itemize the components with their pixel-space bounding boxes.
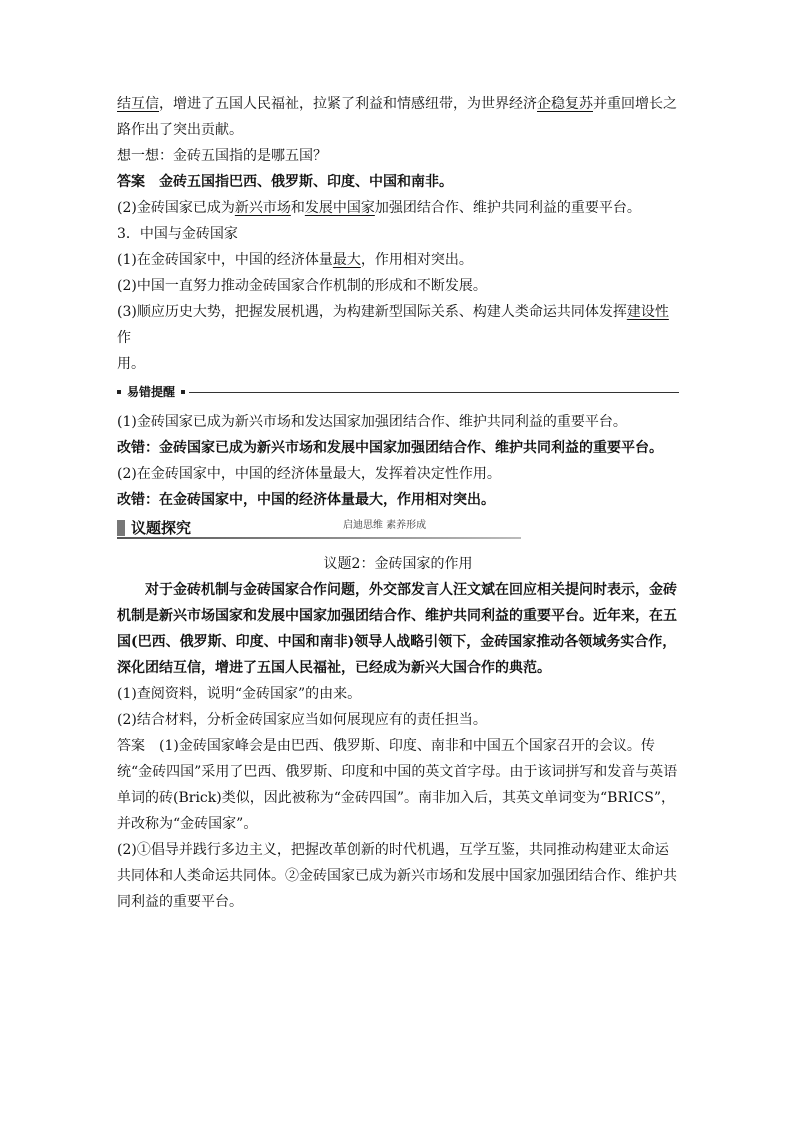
error-item-2: (2)在金砖国家中，中国的经济体量最大，发挥着决定性作用。	[117, 466, 501, 482]
underlined-term: 发展中国家	[304, 200, 375, 216]
answer-label: 答案	[117, 174, 145, 190]
correction-2: 改错：在金砖国家中，中国的经济体量最大，作用相对突出。	[117, 492, 495, 508]
underlined-term: 建设性	[626, 304, 669, 320]
answer-line: 答案 金砖五国指巴西、俄罗斯、印度、中国和南非。	[117, 169, 679, 195]
topic-section-subtitle: 启迪思维 素养形成	[343, 520, 427, 531]
answer-label: 答案	[117, 738, 145, 754]
answer-1: 答案 (1)金砖国家峰会是由巴西、俄罗斯、印度、南非和中国五个国家召开的会议。传统“金砖四国”采用了巴西、俄罗斯、印度和中国的英文首字母。由于该词拼写和发音与英语单词的砖(Brick)类似，因此被称为“金砖四国”。南非加入后，其英文单词变为“BRICS”，并改称为“金砖国家”。	[117, 733, 679, 837]
question-2: (2)结合材料，分析金砖国家应当如何展现应有的责任担当。	[117, 712, 487, 728]
square-bullet-icon	[117, 390, 121, 394]
point-3-1: (1)在金砖国家中，中国的经济体量最大，作用相对突出。	[117, 252, 473, 268]
question-1: (1)查阅资料，说明“金砖国家”的由来。	[117, 686, 362, 702]
point-3-2: (2)中国一直努力推动金砖国家合作机制的形成和不断发展。	[117, 278, 487, 294]
divider-line	[189, 392, 679, 393]
error-section-header	[117, 383, 679, 401]
topic-section-title: 议题探究	[131, 519, 192, 537]
paragraph-continuation: 结互信，增进了五国人民福祉，拉紧了利益和情感纽带，为世界经济企稳复苏并重回增长之 路作出了突出贡献。	[117, 96, 677, 138]
topic-material: 对于金砖机制与金砖国家合作问题，外交部发言人汪文斌在回应相关提问时表示，金砖机制是新兴市场国家和发展中国家加强团结合作、维护共同利益的重要平台。近年来，在五国(巴西、俄罗斯、印度、中国和南非)领导人战略引领下，金砖国家推动各领域务实合作，深化团结互信，增进了五国人民福祉，已经成为新兴大国合作的典范。	[117, 582, 677, 676]
banner-underline	[117, 537, 521, 539]
square-bullet-icon	[181, 390, 185, 394]
error-section-title: 易错提醒	[127, 385, 176, 399]
point-2: (2)金砖国家已成为新兴市场和发展中国家加强团结合作、维护共同利益的重要平台。	[117, 200, 641, 216]
error-item-1: (1)金砖国家已成为新兴市场和发达国家加强团结合作、维护共同利益的重要平台。	[117, 414, 627, 430]
underlined-term: 企稳复苏	[537, 96, 593, 112]
topic-heading: 议题2：金砖国家的作用	[323, 556, 473, 572]
answer-2: (2)①倡导并践行多边主义，把握改革创新的时代机遇，互学互鉴，共同推动构建亚太命运共同体和人类命运共同体。②金砖国家已成为新兴市场和发展中国家加强团结合作、维护共同利益的重要平台。	[117, 842, 677, 910]
point-3-3: (3)顺应历史大势，把握发展机遇，为构建新型国际关系、构建人类命运共同体发挥建设性作 用。	[117, 304, 669, 372]
underlined-term: 结互信	[117, 96, 159, 112]
think-question: 想一想：金砖五国指的是哪五国？	[117, 148, 327, 164]
underlined-term: 新兴市场	[234, 200, 291, 216]
page-content	[117, 91, 679, 915]
heading-3: 3．中国与金砖国家	[117, 226, 238, 242]
correction-1: 改错：金砖国家已成为新兴市场和发展中国家加强团结合作、维护共同利益的重要平台。	[117, 440, 663, 456]
banner-bar-icon	[117, 520, 125, 536]
underlined-term: 最大	[332, 252, 361, 268]
topic-section-banner	[117, 517, 679, 539]
